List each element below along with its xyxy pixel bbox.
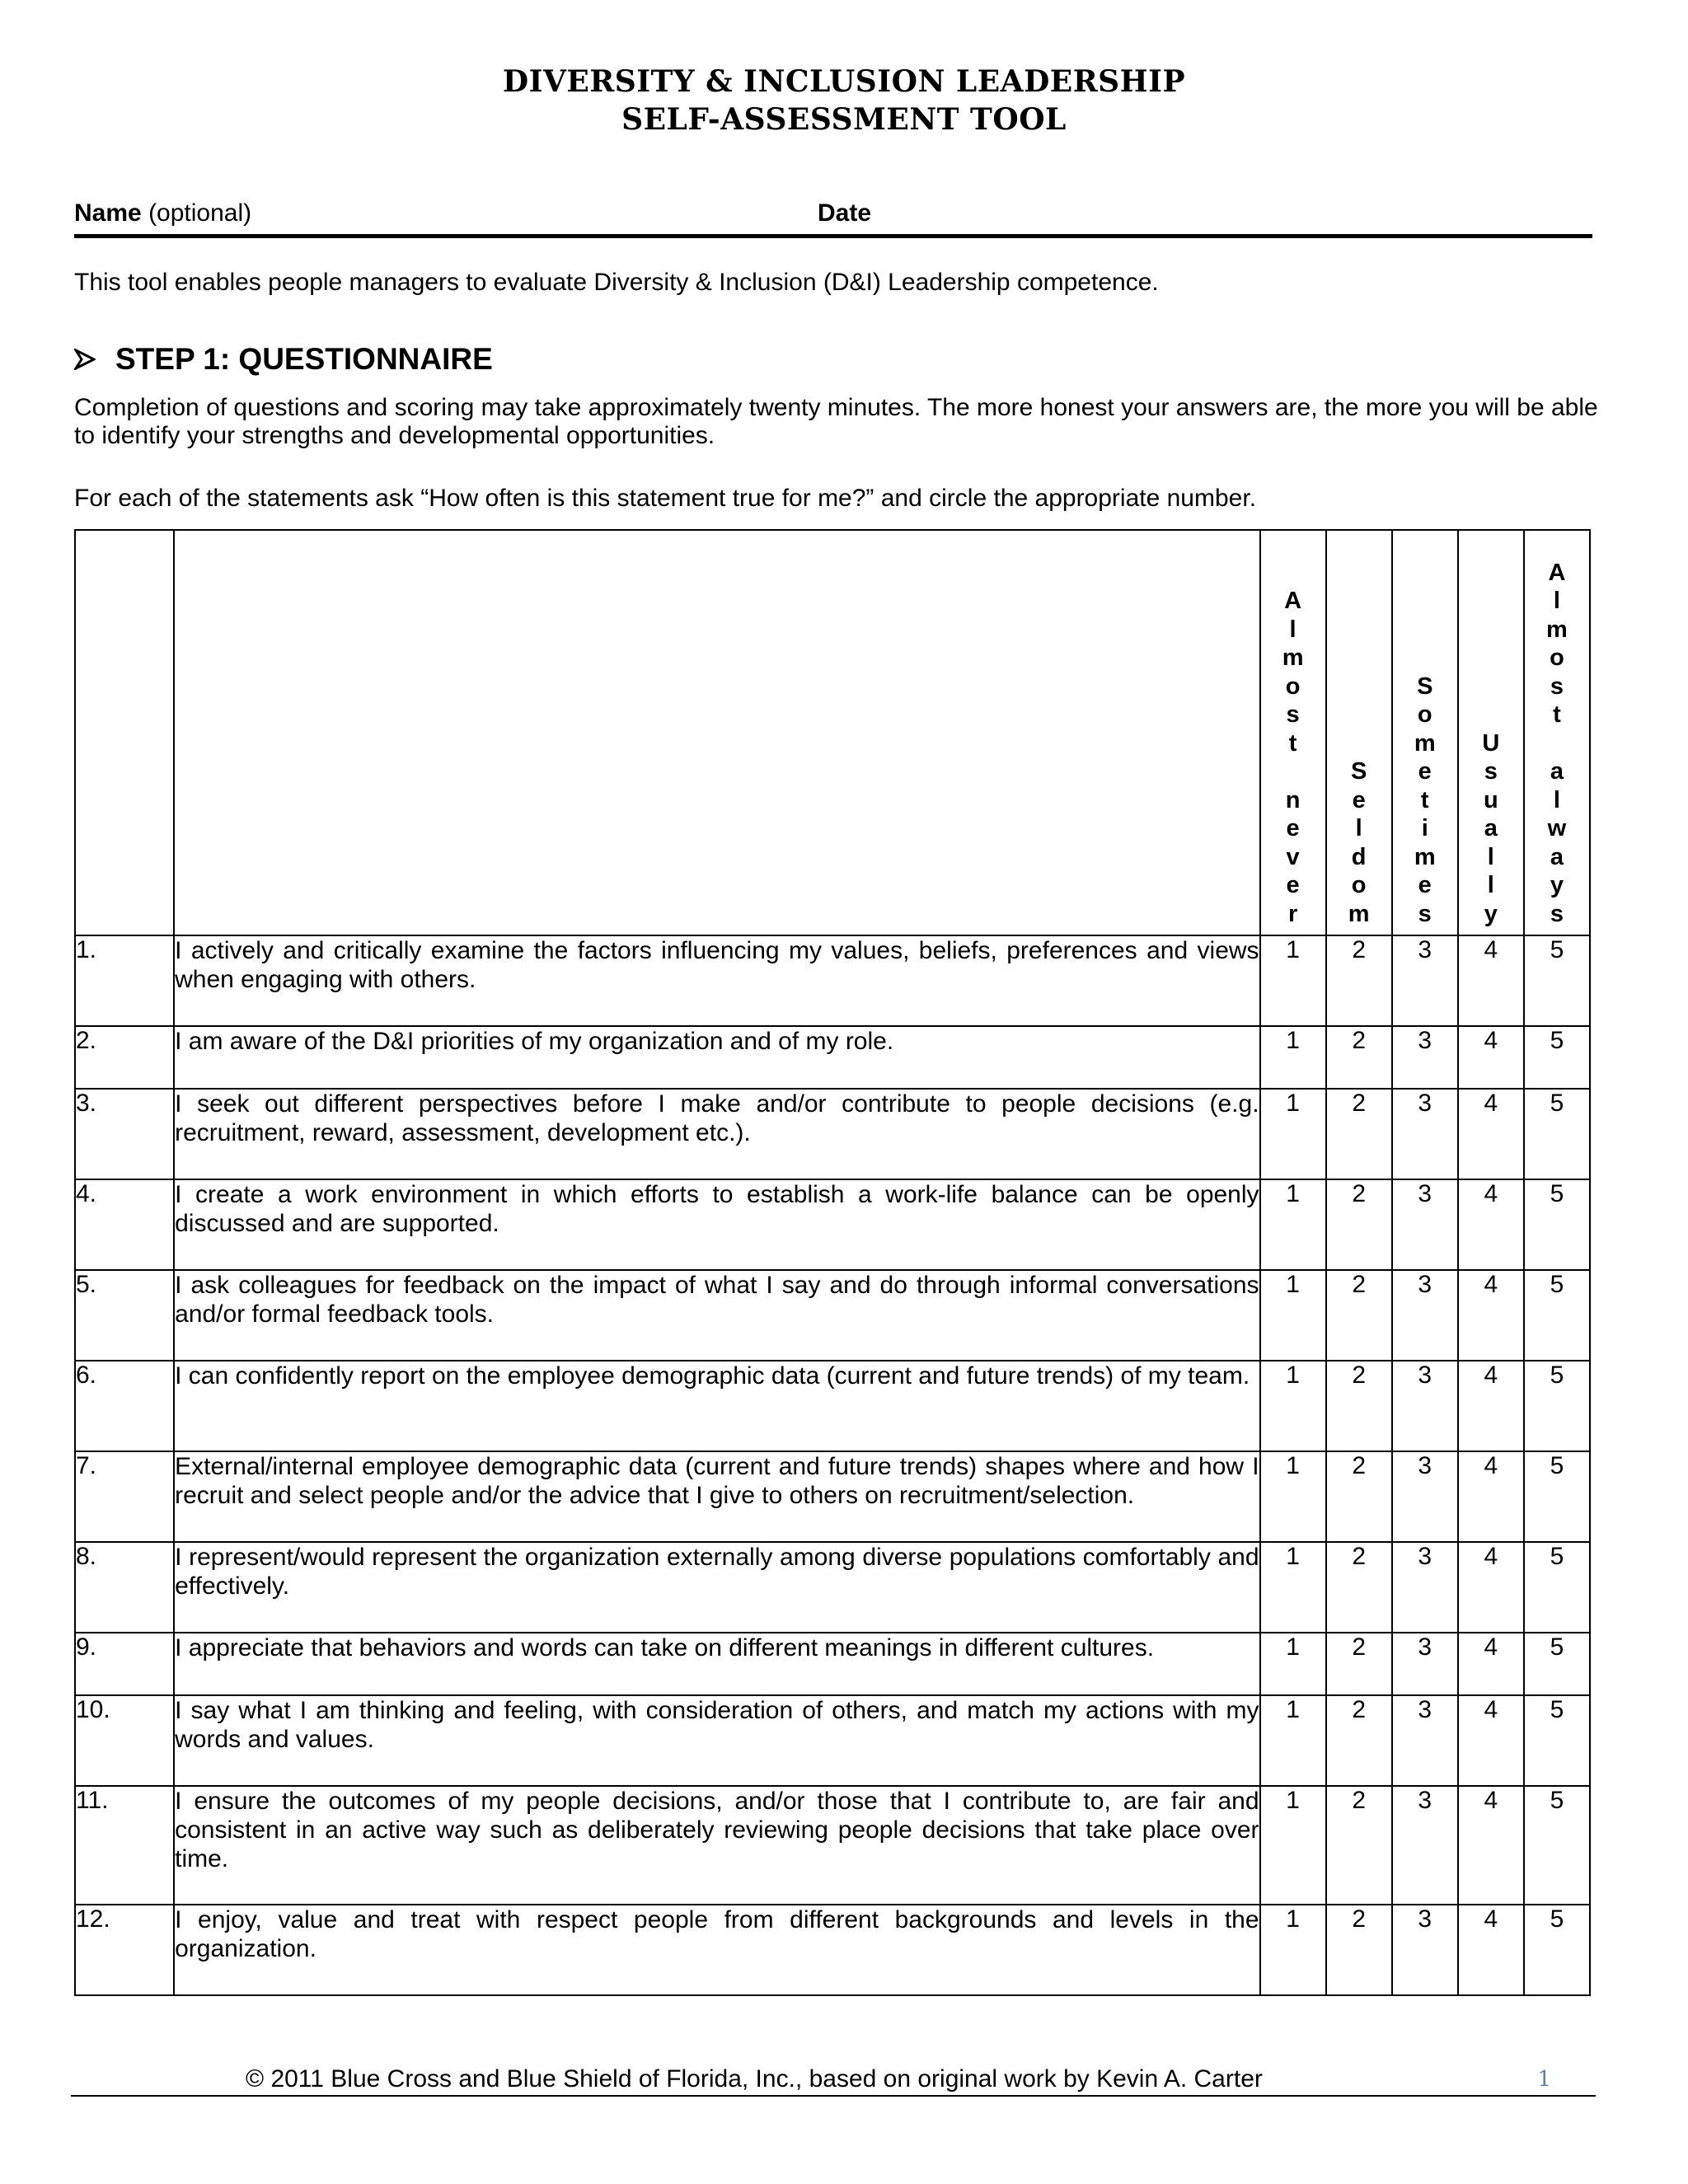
rating-option-3[interactable]: 3 bbox=[1392, 1695, 1458, 1786]
table-row bbox=[75, 1786, 1590, 1905]
header-letter: t bbox=[1553, 701, 1561, 728]
rating-option-1[interactable]: 1 bbox=[1260, 1786, 1326, 1905]
header-letter: U bbox=[1482, 729, 1500, 757]
question-number: 3. bbox=[75, 1089, 174, 1179]
header-usually bbox=[1458, 530, 1524, 935]
header-letter: i bbox=[1421, 815, 1428, 841]
rating-option-4[interactable]: 4 bbox=[1458, 1179, 1524, 1270]
name-optional-note: (optional) bbox=[148, 199, 252, 227]
header-letter: s bbox=[1484, 758, 1498, 785]
header-number-cell bbox=[75, 530, 174, 935]
rating-option-4[interactable]: 4 bbox=[1458, 1026, 1524, 1089]
rating-option-3[interactable]: 3 bbox=[1392, 1542, 1458, 1633]
rating-option-3[interactable]: 3 bbox=[1392, 1905, 1458, 1995]
header-letter: t bbox=[1288, 729, 1297, 757]
rating-option-1[interactable]: 1 bbox=[1260, 1695, 1326, 1786]
question-statement: External/internal employee demographic data (current and future trends) shapes where and how I recruit and select people and/or the advice that I give to others on recruitment/selection. bbox=[174, 1451, 1259, 1542]
header-letter: v bbox=[1286, 843, 1300, 870]
rating-option-5[interactable]: 5 bbox=[1524, 935, 1590, 1026]
question-statement: I actively and critically examine the factors influencing my values, beliefs, preferences and views when engaging with others. bbox=[174, 935, 1259, 1026]
step-heading bbox=[74, 342, 493, 377]
rating-option-1[interactable]: 1 bbox=[1260, 1905, 1326, 1995]
rating-option-5[interactable]: 5 bbox=[1524, 1089, 1590, 1179]
rating-option-3[interactable]: 3 bbox=[1392, 1633, 1458, 1695]
rating-option-4[interactable]: 4 bbox=[1458, 1270, 1524, 1361]
rating-option-4[interactable]: 4 bbox=[1458, 1633, 1524, 1695]
question-number: 1. bbox=[75, 935, 174, 1026]
rating-option-3[interactable]: 3 bbox=[1392, 1270, 1458, 1361]
rating-option-5[interactable]: 5 bbox=[1524, 1905, 1590, 1995]
rating-option-2[interactable]: 2 bbox=[1326, 1542, 1392, 1633]
rating-option-5[interactable]: 5 bbox=[1524, 1633, 1590, 1695]
rating-option-4[interactable]: 4 bbox=[1458, 1786, 1524, 1905]
rating-option-2[interactable]: 2 bbox=[1326, 1089, 1392, 1179]
copyright-text: © 2011 Blue Cross and Blue Shield of Florida, Inc., based on original work by Kevin A. Carter bbox=[246, 2065, 1263, 2093]
vertical-header-label bbox=[1525, 559, 1589, 935]
rating-option-3[interactable]: 3 bbox=[1392, 1786, 1458, 1905]
vertical-header-label bbox=[1393, 673, 1457, 935]
rating-option-3[interactable]: 3 bbox=[1392, 1026, 1458, 1089]
vertical-header-label bbox=[1459, 729, 1523, 935]
table-row bbox=[75, 1179, 1590, 1270]
header-letter: y bbox=[1484, 900, 1498, 927]
header-almost-never bbox=[1260, 530, 1326, 935]
header-letter: a bbox=[1550, 758, 1564, 785]
rating-option-5[interactable]: 5 bbox=[1524, 1695, 1590, 1786]
header-letter: r bbox=[1287, 900, 1298, 927]
table-row bbox=[75, 1270, 1590, 1361]
question-statement: I am aware of the D&I priorities of my organization and of my role. bbox=[174, 1026, 1259, 1089]
question-number: 12. bbox=[75, 1905, 174, 1995]
rating-option-1[interactable]: 1 bbox=[1260, 1270, 1326, 1361]
header-letter: e bbox=[1286, 872, 1300, 898]
question-statement: I represent/would represent the organization externally among diverse populations comfortably and effectively. bbox=[174, 1542, 1259, 1633]
question-statement: I appreciate that behaviors and words can take on different meanings in different cultures. bbox=[174, 1633, 1259, 1695]
rating-option-2[interactable]: 2 bbox=[1326, 1179, 1392, 1270]
intro-text: This tool enables people managers to evaluate Diversity & Inclusion (D&I) Leadership competence. bbox=[74, 269, 1159, 296]
rating-option-4[interactable]: 4 bbox=[1458, 1905, 1524, 1995]
rating-option-2[interactable]: 2 bbox=[1326, 935, 1392, 1026]
header-letter: d bbox=[1351, 843, 1367, 870]
rating-option-1[interactable]: 1 bbox=[1260, 1451, 1326, 1542]
header-letter: l bbox=[1355, 815, 1362, 841]
table-row bbox=[75, 1361, 1590, 1451]
header-letter: o bbox=[1285, 673, 1301, 700]
header-letter: l bbox=[1289, 616, 1296, 643]
header-letter: o bbox=[1351, 872, 1367, 898]
table-row bbox=[75, 1633, 1590, 1695]
header-seldom bbox=[1326, 530, 1392, 935]
header-letter: e bbox=[1352, 786, 1366, 813]
header-letter bbox=[1261, 757, 1325, 786]
page-number: 1 bbox=[1537, 2067, 1551, 2092]
rating-option-1[interactable]: 1 bbox=[1260, 1542, 1326, 1633]
arrow-bullet-icon bbox=[74, 349, 96, 370]
header-letter: t bbox=[1420, 786, 1429, 813]
table-header-row bbox=[75, 530, 1590, 935]
table-row bbox=[75, 1695, 1590, 1786]
page-footer bbox=[71, 2065, 1596, 2097]
header-letter: l bbox=[1487, 843, 1494, 870]
header-letter: m bbox=[1414, 843, 1436, 870]
rating-option-5[interactable]: 5 bbox=[1524, 1786, 1590, 1905]
rating-option-2[interactable]: 2 bbox=[1326, 1786, 1392, 1905]
header-letter: S bbox=[1350, 758, 1367, 785]
rating-option-1[interactable]: 1 bbox=[1260, 1361, 1326, 1451]
question-number: 11. bbox=[75, 1786, 174, 1905]
question-number: 7. bbox=[75, 1451, 174, 1542]
question-number: 4. bbox=[75, 1179, 174, 1270]
question-statement: I can confidently report on the employee demographic data (current and future trends) of my team. bbox=[174, 1361, 1259, 1451]
header-letter: A bbox=[1284, 588, 1302, 614]
rating-option-1[interactable]: 1 bbox=[1260, 1633, 1326, 1695]
name-date-row bbox=[74, 199, 1592, 238]
rating-option-1[interactable]: 1 bbox=[1260, 1089, 1326, 1179]
header-letter: u bbox=[1483, 786, 1498, 813]
header-letter bbox=[1525, 729, 1589, 758]
rating-option-5[interactable]: 5 bbox=[1524, 1270, 1590, 1361]
question-statement: I seek out different perspectives before I make and/or contribute to people decisions (e.g. recruitment, reward, assessment, development etc.). bbox=[174, 1089, 1259, 1179]
rating-option-3[interactable]: 3 bbox=[1392, 1089, 1458, 1179]
header-letter: m bbox=[1414, 729, 1436, 757]
rating-option-5[interactable]: 5 bbox=[1524, 1451, 1590, 1542]
rating-option-3[interactable]: 3 bbox=[1392, 1451, 1458, 1542]
date-field-label: Date bbox=[818, 199, 872, 227]
rating-option-1[interactable]: 1 bbox=[1260, 1179, 1326, 1270]
question-statement: I ensure the outcomes of my people decisions, and/or those that I contribute to, are fair and consistent in an active way such as deliberately reviewing people decisions that take place over time. bbox=[174, 1786, 1259, 1905]
header-letter: l bbox=[1553, 588, 1560, 614]
table-row bbox=[75, 1451, 1590, 1542]
name-label: Name bbox=[74, 199, 142, 227]
header-letter: e bbox=[1286, 815, 1300, 841]
header-letter: m bbox=[1546, 616, 1568, 643]
rating-option-4[interactable]: 4 bbox=[1458, 1542, 1524, 1633]
header-letter: o bbox=[1550, 644, 1564, 671]
question-statement: I ask colleagues for feedback on the impact of what I say and do through informal conversations and/or formal feedback tools. bbox=[174, 1270, 1259, 1361]
header-letter: e bbox=[1418, 758, 1432, 785]
question-number: 2. bbox=[75, 1026, 174, 1089]
vertical-header-label bbox=[1261, 587, 1325, 935]
header-sometimes bbox=[1392, 530, 1458, 935]
question-number: 10. bbox=[75, 1695, 174, 1786]
header-letter: s bbox=[1418, 900, 1432, 927]
header-letter: s bbox=[1286, 701, 1300, 728]
rating-option-4[interactable]: 4 bbox=[1458, 1089, 1524, 1179]
rating-option-2[interactable]: 2 bbox=[1326, 1905, 1392, 1995]
rating-option-3[interactable]: 3 bbox=[1392, 1361, 1458, 1451]
rating-option-4[interactable]: 4 bbox=[1458, 1451, 1524, 1542]
header-letter: s bbox=[1550, 900, 1564, 927]
header-letter: l bbox=[1553, 786, 1560, 813]
question-number: 9. bbox=[75, 1633, 174, 1695]
rating-option-4[interactable]: 4 bbox=[1458, 935, 1524, 1026]
rating-option-2[interactable]: 2 bbox=[1326, 1270, 1392, 1361]
question-number: 5. bbox=[75, 1270, 174, 1361]
rating-option-2[interactable]: 2 bbox=[1326, 1633, 1392, 1695]
header-letter: o bbox=[1417, 701, 1432, 728]
header-letter: y bbox=[1550, 872, 1564, 898]
header-statement-cell bbox=[174, 530, 1259, 935]
step-title: STEP 1: QUESTIONNAIRE bbox=[115, 342, 493, 376]
rating-option-5[interactable]: 5 bbox=[1524, 1361, 1590, 1451]
rating-option-3[interactable]: 3 bbox=[1392, 1179, 1458, 1270]
header-letter: m bbox=[1348, 900, 1370, 927]
rating-option-2[interactable]: 2 bbox=[1326, 1026, 1392, 1089]
question-number: 8. bbox=[75, 1542, 174, 1633]
circle-instructions: For each of the statements ask “How often is this statement true for me?” and circle the appropriate number. bbox=[74, 485, 1257, 512]
rating-option-1[interactable]: 1 bbox=[1260, 1026, 1326, 1089]
rating-option-5[interactable]: 5 bbox=[1524, 1179, 1590, 1270]
question-statement: I create a work environment in which efforts to establish a work-life balance can be openly discussed and are supported. bbox=[174, 1179, 1259, 1270]
rating-option-2[interactable]: 2 bbox=[1326, 1695, 1392, 1786]
table-row bbox=[75, 1542, 1590, 1633]
header-letter: m bbox=[1282, 644, 1304, 671]
header-almost-always bbox=[1524, 530, 1590, 935]
header-letter: a bbox=[1550, 843, 1564, 870]
name-field-label bbox=[74, 199, 251, 227]
header-letter: l bbox=[1487, 872, 1494, 898]
header-letter: s bbox=[1550, 673, 1564, 700]
table-row bbox=[75, 1026, 1590, 1089]
rating-option-1[interactable]: 1 bbox=[1260, 935, 1326, 1026]
table-row bbox=[75, 1089, 1590, 1179]
header-letter: w bbox=[1547, 815, 1567, 841]
rating-option-2[interactable]: 2 bbox=[1326, 1451, 1392, 1542]
rating-option-5[interactable]: 5 bbox=[1524, 1026, 1590, 1089]
rating-option-4[interactable]: 4 bbox=[1458, 1695, 1524, 1786]
header-letter: A bbox=[1548, 559, 1566, 586]
question-statement: I say what I am thinking and feeling, with consideration of others, and match my actions with my words and values. bbox=[174, 1695, 1259, 1786]
table-row bbox=[75, 1905, 1590, 1995]
question-number: 6. bbox=[75, 1361, 174, 1451]
rating-option-5[interactable]: 5 bbox=[1524, 1542, 1590, 1633]
document-title-line1: DIVERSITY & INCLUSION LEADERSHIP bbox=[502, 64, 1186, 99]
document-title-line2: SELF-ASSESSMENT TOOL bbox=[621, 102, 1067, 137]
question-statement: I enjoy, value and treat with respect people from different backgrounds and levels in the organization. bbox=[174, 1905, 1259, 1995]
questionnaire-table bbox=[74, 529, 1591, 1996]
header-letter: n bbox=[1285, 786, 1301, 813]
header-letter: a bbox=[1484, 815, 1498, 841]
rating-option-4[interactable]: 4 bbox=[1458, 1361, 1524, 1451]
vertical-header-label bbox=[1327, 757, 1391, 935]
header-letter: S bbox=[1417, 673, 1433, 700]
instructions-paragraph: Completion of questions and scoring may take approximately twenty minutes. The more honest your answers are, the more you will be able to identify your strengths and developmental opportunities. bbox=[74, 394, 1598, 449]
header-letter: e bbox=[1418, 872, 1432, 898]
table-row bbox=[75, 935, 1590, 1026]
rating-option-2[interactable]: 2 bbox=[1326, 1361, 1392, 1451]
rating-option-3[interactable]: 3 bbox=[1392, 935, 1458, 1026]
